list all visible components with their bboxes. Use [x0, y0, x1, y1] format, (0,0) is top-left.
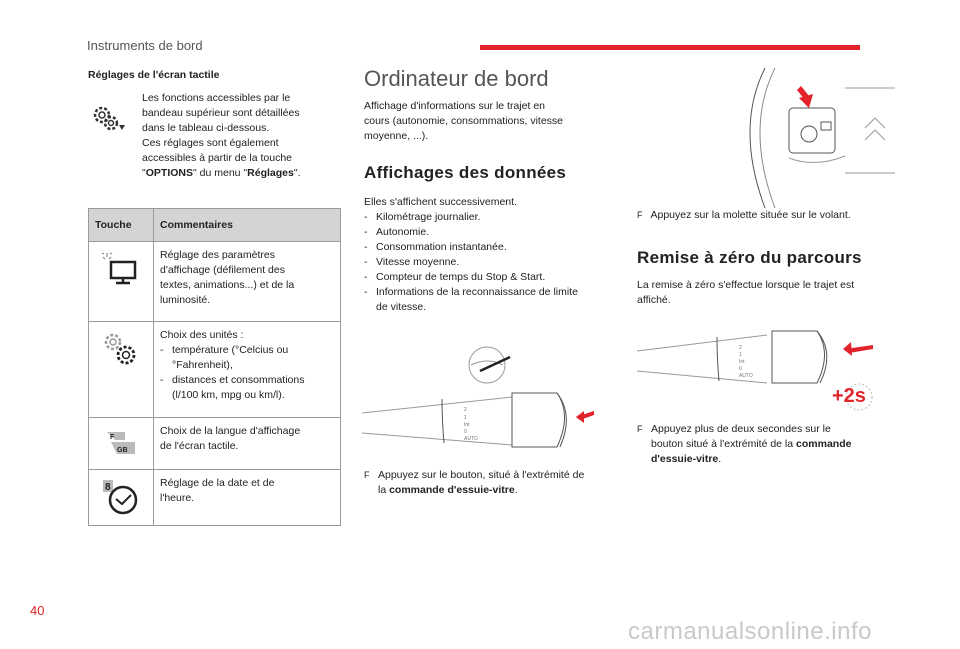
trip-reset-text: La remise à zéro s'effectue lorsque le trajet est affiché. [637, 279, 855, 306]
arrow-bullet: F [637, 210, 643, 220]
stalk-label-int: Int [464, 422, 470, 428]
reset-instruction: F Appuyez plus de deux secondes sur le bouton situé à l'extrémité de la commande d'essuie-vitre. [637, 423, 852, 465]
flag-top-label: F [110, 434, 115, 441]
units-gear-icon [89, 322, 153, 370]
list-item: - Vitesse moyenne. [364, 255, 624, 270]
trip-computer-title: Ordinateur de bord [364, 66, 549, 91]
wheel-instruction: F Appuyez sur la molette située sur le volant. [637, 209, 851, 221]
list-item: - Kilométrage journalier. [364, 210, 624, 225]
two-seconds-badge: +2s [832, 385, 866, 407]
list-item: - Consommation instantanée. [364, 240, 624, 255]
language-flag-icon [89, 418, 153, 462]
trip-computer-intro: Affichage d'informations sur le trajet en cours (autonomie, consommations, vitesse moyenne, ...). [364, 100, 564, 142]
calendar-badge: 8 [105, 482, 111, 493]
wiper-stalk-illustration [362, 335, 622, 455]
arrow-bullet: F [637, 424, 643, 434]
header-accent-bar [480, 45, 860, 50]
list-item: - distances et consommations (l/100 km, mpg ou km/l). [160, 373, 334, 403]
stalk-label-0: 0 [464, 429, 467, 435]
stalk-label-auto: AUTO [464, 436, 478, 442]
stalk-label-0: 0 [739, 366, 742, 372]
stalk-label-1: 1 [739, 352, 742, 358]
display-brightness-icon [89, 242, 153, 290]
touchscreen-intro: Les fonctions accessibles par le bandeau supérieur sont détaillées dans le tableau ci-dessous. Ces réglages sont également accessibles à partir de la touche "OPTIONS" du menu "Réglages". [142, 92, 301, 179]
settings-gear-icon [88, 100, 128, 140]
date-time-icon [89, 470, 153, 518]
list-item: - Autonomie. [364, 225, 624, 240]
flag-bottom-label: GB [117, 447, 128, 454]
watermark: carmanualsonline.info [628, 618, 872, 645]
table-row: F GB Choix de la langue d'affichage de l'écran tactile. [89, 418, 341, 470]
table-header-row [89, 209, 341, 242]
stalk-label-2: 2 [464, 407, 467, 413]
settings-table [88, 208, 341, 526]
stalk-label-int: Int [739, 359, 745, 365]
touchscreen-settings-heading: Réglages de l'écran tactile [88, 69, 220, 81]
stalk-label-auto: AUTO [739, 373, 753, 379]
trip-reset-subtitle: Remise à zéro du parcours [637, 248, 862, 267]
table-row: 8 Réglage de la date et de l'heure. [89, 470, 341, 526]
running-header: Instruments de bord [87, 38, 203, 53]
table-header-touch: Touche [89, 209, 154, 242]
table-header-comments: Commentaires [154, 209, 341, 242]
page-number: 40 [30, 603, 45, 618]
data-display-subtitle: Affichages des données [364, 163, 567, 182]
table-row: Réglage des paramètres d'affichage (défilement des textes, animations...) et de la luminosité. [89, 242, 341, 322]
stalk-label-1: 1 [464, 415, 467, 421]
list-item: - température (°Celcius ou °Fahrenheit), [160, 343, 334, 373]
steering-wheel-illustration [735, 68, 895, 208]
middle-instruction: F Appuyez sur le bouton, situé à l'extrémité de la commande d'essuie-vitre. [364, 469, 585, 496]
units-list [160, 343, 334, 403]
data-display-list: Elles s'affichent successivement. - Kilométrage journalier. - Autonomie. - Consommation instantanée. - Vitesse moyenne. - Compteur de temps du Stop & Start. - Informations de la reconnaissance de limite de vitesse. [364, 195, 624, 315]
arrow-bullet: F [364, 470, 370, 480]
list-item: - Compteur de temps du Stop & Start. [364, 270, 624, 285]
table-row: Choix des unités : - température (°Celcius ou °Fahrenheit), - distances et consommations (l/100 km, mpg ou km/l). [89, 322, 341, 418]
stalk-label-2: 2 [739, 345, 742, 351]
list-item: - Informations de la reconnaissance de limite de vitesse. [364, 285, 624, 315]
